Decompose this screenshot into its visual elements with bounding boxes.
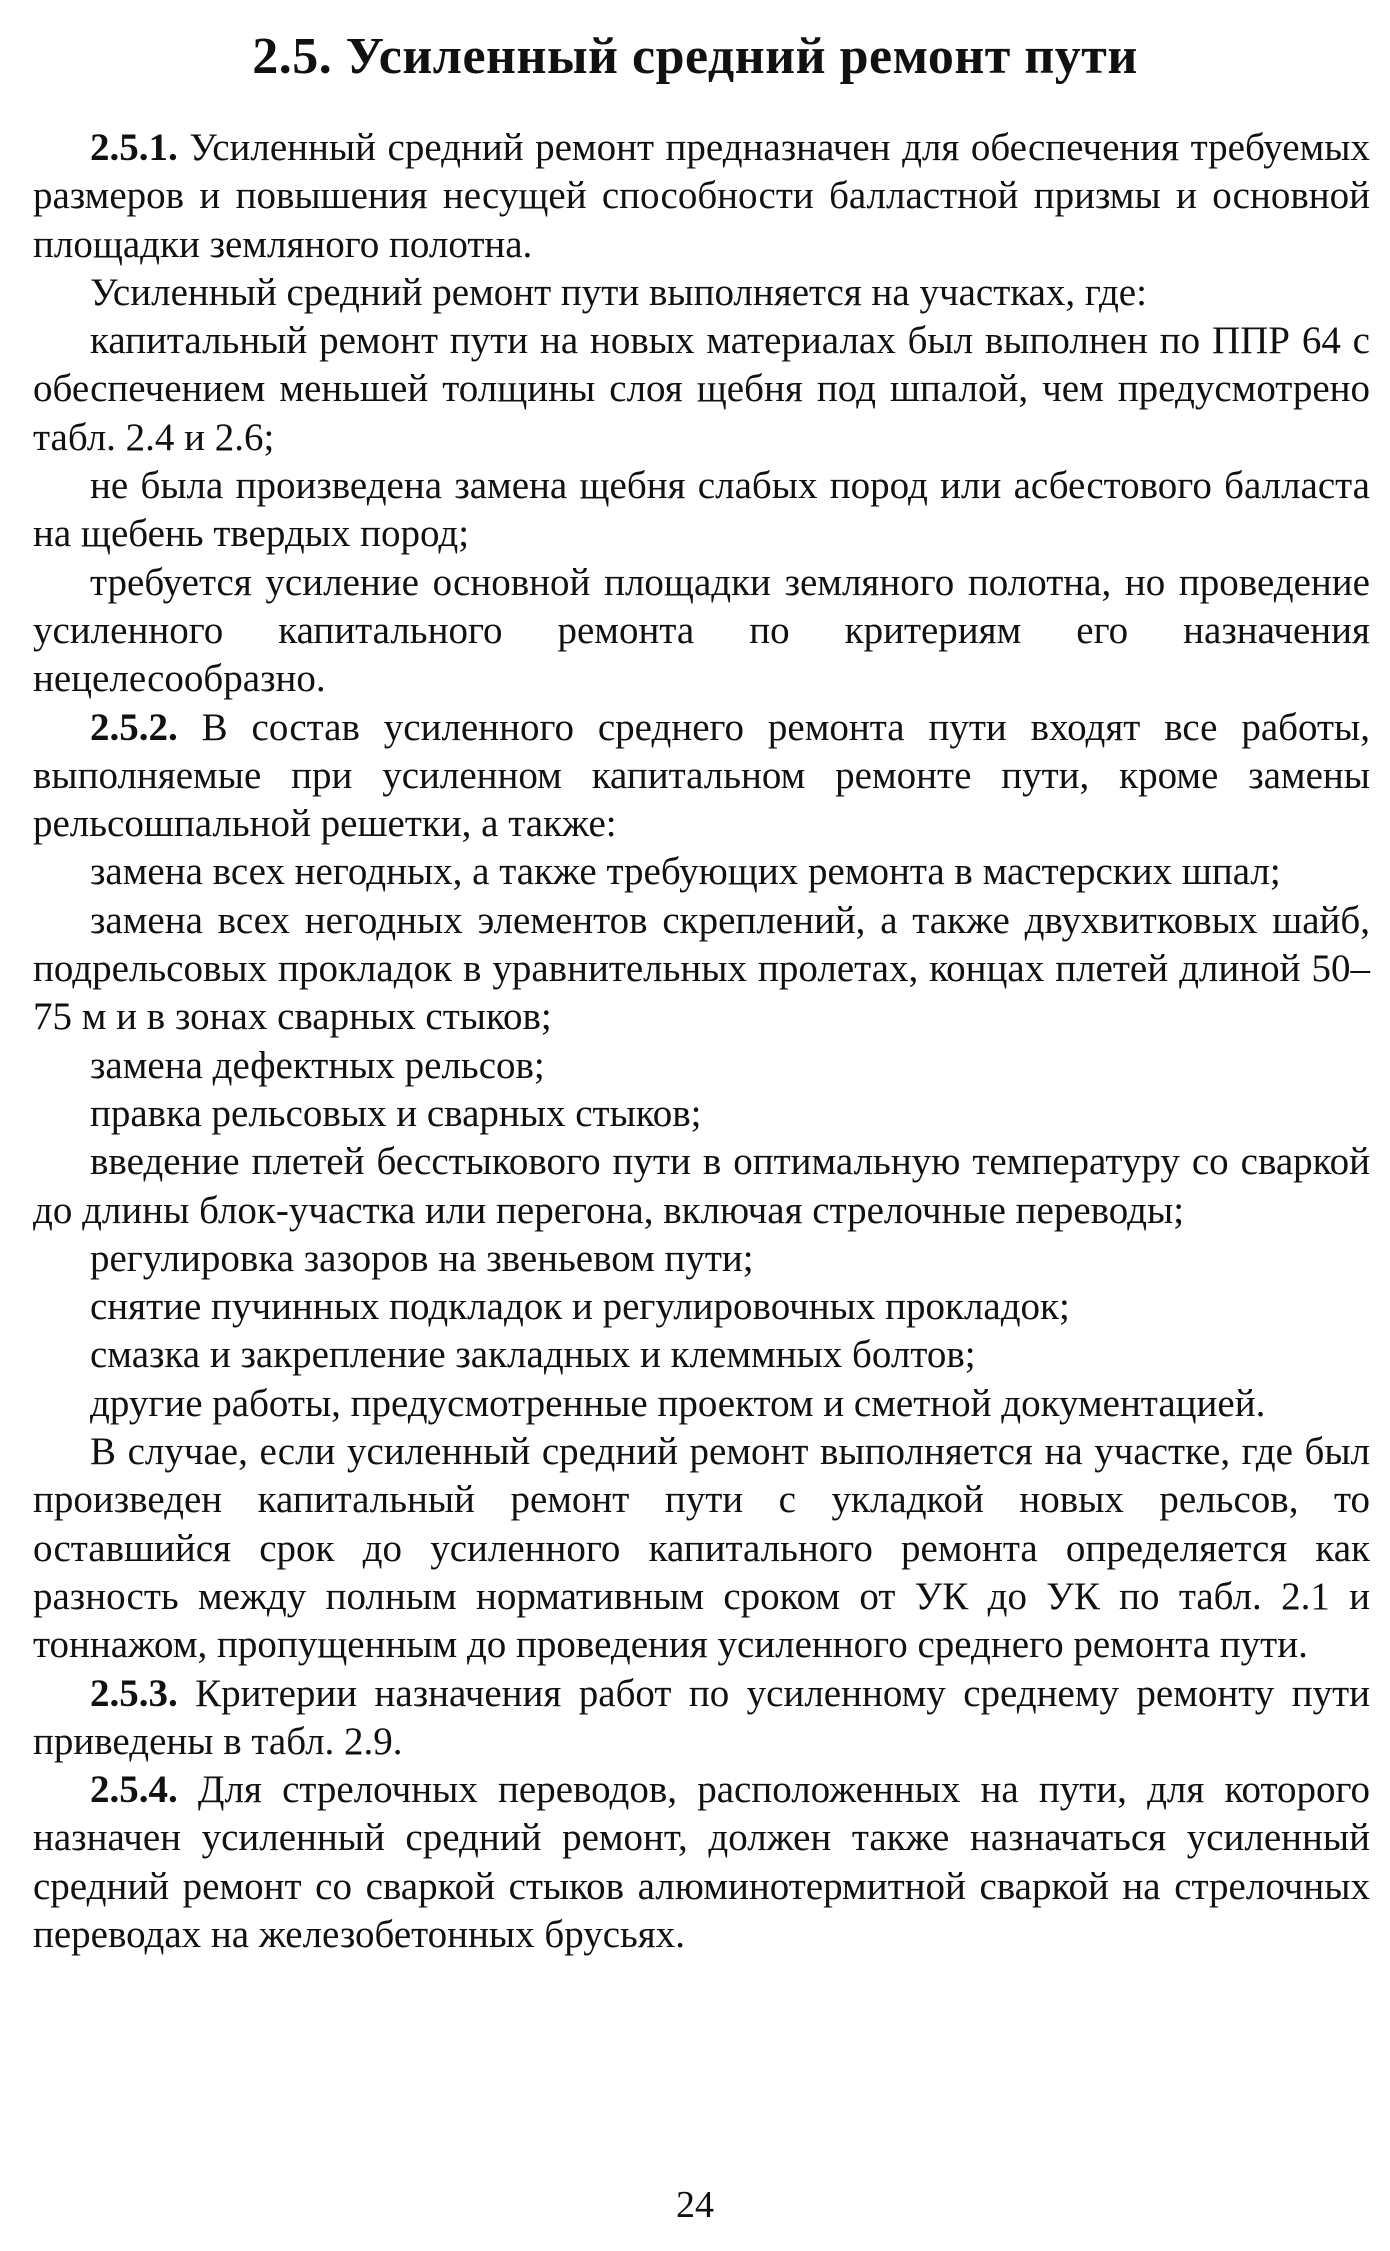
list-item: [33, 1090, 1370, 1138]
paragraph: [33, 1428, 1370, 1669]
paragraph-text: Критерии назначения работ по усиленному среднему ремонту пути приведены в табл. 2.9.: [33, 1671, 1370, 1763]
paragraph-text: замена дефектных рельсов;: [90, 1043, 545, 1087]
paragraph-text: другие работы, предусмотренные проектом и сметной документацией.: [90, 1381, 1266, 1425]
paragraph-text: снятие пучинных подкладок и регулировочных прокладок;: [90, 1285, 1070, 1329]
list-item: [33, 848, 1370, 896]
paragraph-text: Усиленный средний ремонт пути выполняется на участках, где:: [90, 270, 1147, 314]
paragraph-text: регулировка зазоров на звеньевом пути;: [90, 1236, 754, 1280]
list-item: [33, 1283, 1370, 1331]
paragraph-text: замена всех негодных элементов скреплений, а также двухвитковых шайб, подрельсовых прокладок в уравнительных пролетах, концах плетей длиной 50–75 м и в зонах сварных стыков;: [33, 898, 1370, 1039]
paragraph-text: смазка и закрепление закладных и клеммных болтов;: [90, 1333, 976, 1377]
list-item: [33, 1331, 1370, 1379]
paragraph-text: требуется усиление основной площадки земляного полотна, но проведение усиленного капитального ремонта по критериям его назначения нецелесообразно.: [33, 560, 1370, 701]
paragraph-text: В состав усиленного среднего ремонта пути входят все работы, выполняемые при усиленном капитальном ремонте пути, кроме замены рельсошпальной решетки, а также:: [33, 705, 1370, 846]
list-item: [33, 1235, 1370, 1283]
paragraph-text: замена всех негодных, а также требующих ремонта в мастерских шпал;: [90, 850, 1281, 894]
page-number: 24: [676, 2184, 714, 2226]
paragraph-2-5-3: [33, 1670, 1370, 1767]
paragraph-text: капитальный ремонт пути на новых материалах был выполнен по ППР 64 с обеспечением меньшей толщины слоя щебня под шпалой, чем предусмотрено табл. 2.4 и 2.6;: [33, 319, 1370, 459]
list-item: [33, 1042, 1370, 1090]
list-item: [33, 897, 1370, 1042]
clause-number: 2.5.4.: [90, 1768, 178, 1812]
clause-number: 2.5.1.: [90, 126, 178, 169]
list-item: [33, 317, 1370, 462]
clause-number: 2.5.3.: [90, 1671, 178, 1715]
paragraph-2-5-2: [33, 704, 1370, 849]
list-item: [33, 1380, 1370, 1428]
paragraph: [33, 269, 1370, 317]
paragraph-text: правка рельсовых и сварных стыков;: [90, 1091, 702, 1135]
paragraph-text: Для стрелочных переводов, расположенных на пути, для которого назначен усиленный средний ремонт, должен также назначаться усиленный средний ремонт со сваркой стыков алюминотермитной сваркой на стрелочных переводах на железобетонных брусьях.: [33, 1768, 1370, 1956]
list-item: [33, 1138, 1370, 1235]
section-title: 2.5. Усиленный средний ремонт пути: [252, 28, 1138, 85]
paragraph-2-5-4: [33, 1766, 1370, 1959]
paragraph-text: введение плетей бесстыкового пути в оптимальную температуру со сваркой до длины блок-участка или перегона, включая стрелочные переводы;: [33, 1140, 1370, 1232]
clause-number: 2.5.2.: [90, 705, 178, 749]
paragraph-2-5-1: [33, 124, 1370, 269]
body-text: [33, 124, 1370, 1959]
paragraph-text: не была произведена замена щебня слабых пород или асбестового балласта на щебень твердых пород;: [33, 464, 1370, 556]
list-item: [33, 462, 1370, 559]
paragraph-text: В случае, если усиленный средний ремонт выполняется на участке, где был произведен капитальный ремонт пути с укладкой новых рельсов, то оставшийся срок до усиленного капитального ремонта определяется как разность между полным нормативным сроком от УК до УК по табл. 2.1 и тоннажом, пропущенным до проведения усиленного среднего ремонта пути.: [33, 1430, 1370, 1667]
paragraph-text: Усиленный средний ремонт предназначен для обеспечения требуемых размеров и повышения несущей способности балластной призмы и основной площадки земляного полотна.: [33, 126, 1370, 266]
list-item: [33, 559, 1370, 704]
